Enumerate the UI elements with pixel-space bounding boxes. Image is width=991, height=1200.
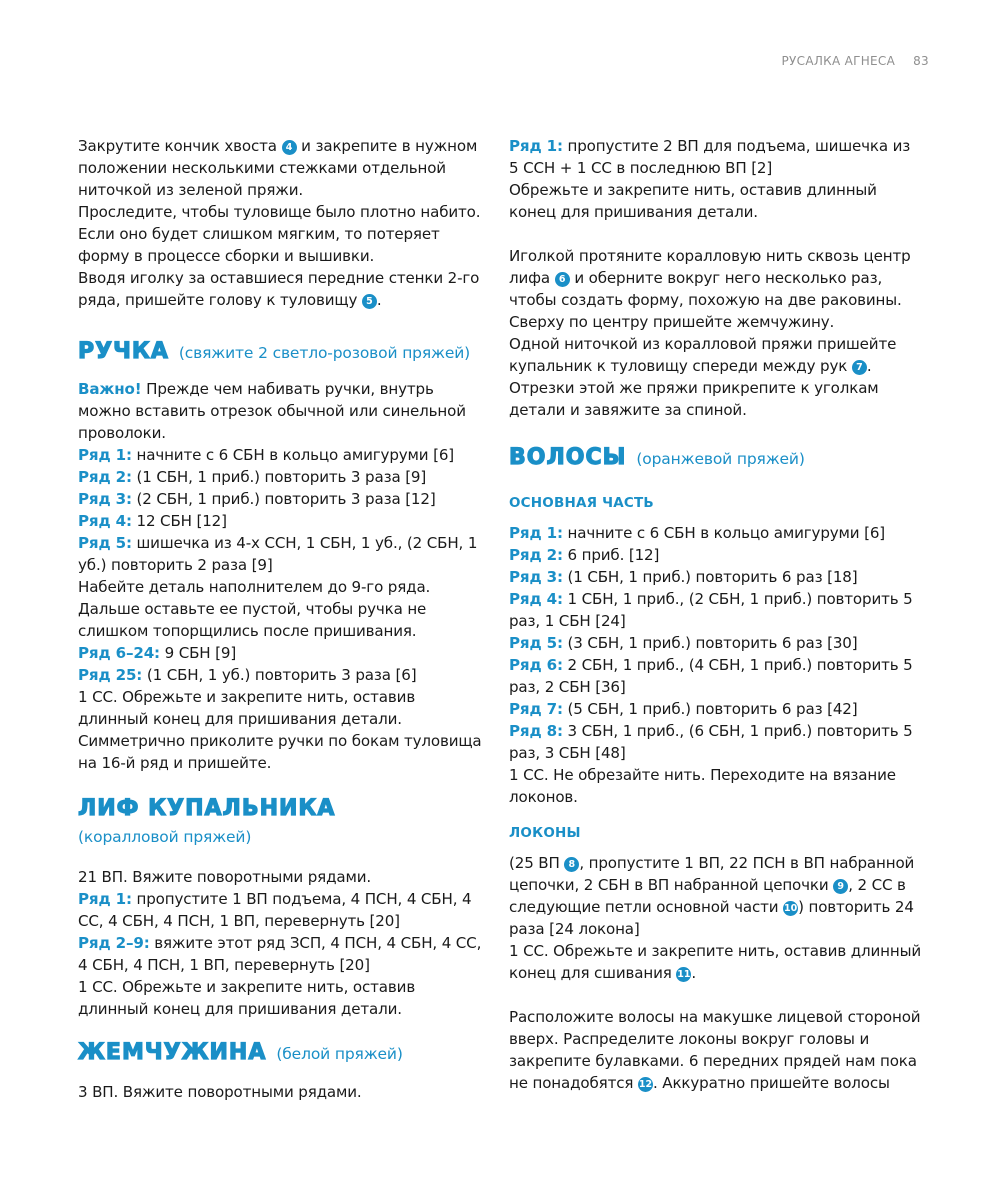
row-line: Ряд 25: (1 СБН, 1 уб.) повторить 3 раза [6]	[78, 666, 417, 684]
row-line: Ряд 6–24: 9 СБН [9]	[78, 644, 237, 662]
row-line: Ряд 2: 6 приб. [12]	[509, 546, 660, 564]
row-line: Ряд 8: 3 СБН, 1 приб., (6 СБН, 1 приб.) повторить 5 раз, 3 СБН [48]	[509, 722, 913, 762]
row-line: Ряд 2–9: вяжите этот ряд ЗСП, 4 ПСН, 4 СБН, 4 СС, 4 СБН, 4 ПСН, 1 ВП, перевернуть [20]	[78, 934, 482, 974]
paragraph: Сверху по центру пришейте жемчужину.	[509, 313, 835, 331]
paragraph: (25 ВП 8 , пропустите 1 ВП, 22 ПСН в ВП набранной цепочки, 2 СБН в ВП набранной цепочки 9 , 2 СС в следующие петли основной части 10) повторить 24 раза [24 локона]	[509, 854, 915, 938]
subheading-curls: ЛОКОНЫ	[509, 825, 581, 841]
row-line: Ряд 2: (1 СБН, 1 приб.) повторить 3 раза [9]	[78, 468, 427, 486]
left-column	[78, 135, 484, 1103]
step-5-icon: 5	[362, 294, 377, 309]
row-line: Ряд 5: шишечка из 4-х ССН, 1 СБН, 1 уб., (2 СБН, 1 уб.) повторить 2 раза [9]	[78, 534, 478, 574]
section-heading-handle: РУЧКА (свяжите 2 светло-розовой пряжей)	[78, 339, 471, 364]
page-number: 83	[913, 54, 929, 68]
step-10-icon: 10	[783, 903, 798, 914]
subheading-main-part: ОСНОВНАЯ ЧАСТЬ	[509, 495, 654, 511]
paragraph: 3 ВП. Вяжите поворотными рядами.	[78, 1083, 362, 1101]
step-12-icon: 12	[638, 1079, 653, 1090]
paragraph: Симметрично приколите ручки по бокам туловища на 16-й ряд и пришейте.	[78, 732, 482, 772]
row-line: Ряд 3: (1 СБН, 1 приб.) повторить 6 раз [18]	[509, 568, 858, 586]
row-line: Ряд 3: (2 СБН, 1 приб.) повторить 3 раза [12]	[78, 490, 436, 508]
row-line: Ряд 4: 1 СБН, 1 приб., (2 СБН, 1 приб.) повторить 5 раз, 1 СБН [24]	[509, 590, 913, 630]
book-title: РУСАЛКА АГНЕСА	[781, 54, 896, 68]
paragraph: Обрежьте и закрепите нить, оставив длинный конец для пришивания детали.	[509, 181, 877, 221]
paragraph: Вводя иголку за оставшиеся передние стенки 2-го ряда, пришейте голову к туловищу 5 .	[78, 269, 480, 309]
row-line: Ряд 1: пропустите 1 ВП подъема, 4 ПСН, 4 СБН, 4 СС, 4 СБН, 4 ПСН, 1 ВП, перевернуть [20]	[78, 890, 472, 930]
paragraph: 1 СС. Не обрезайте нить. Переходите на вязание локонов.	[509, 766, 896, 806]
paragraph: 1 СС. Обрежьте и закрепите нить, оставив длинный конец для пришивания детали.	[78, 688, 416, 728]
row-line: Ряд 1: пропустите 2 ВП для подъема, шишечка из 5 ССН + 1 СС в последнюю ВП [2]	[509, 137, 911, 177]
row-line: Ряд 1: начните с 6 СБН в кольцо амигуруми [6]	[78, 446, 455, 464]
paragraph: 1 СС. Обрежьте и закрепите нить, оставив длинный конец для сшивания 11.	[509, 942, 922, 982]
paragraph: Закрутите кончик хвоста 4 и закрепите в нужном положении несколькими стежками отдельной ниточкой из зеленой пряжи.	[78, 137, 478, 199]
step-6-icon: 6	[555, 272, 570, 287]
paragraph: Расположите волосы на макушке лицевой стороной вверх. Распределите локоны вокруг головы и закрепите булавками. 6 передних прядей нам пока не понадобятся 12. Аккуратно пришейте волосы	[509, 1008, 921, 1092]
paragraph: Одной ниточкой из коралловой пряжи пришейте купальник к туловищу спереди между рук 7 . Отрезки этой же пряжи прикрепите к уголкам детали и завяжите за спиной.	[509, 335, 897, 419]
paragraph: 21 ВП. Вяжите поворотными рядами.	[78, 868, 372, 886]
row-line: Ряд 5: (3 СБН, 1 приб.) повторить 6 раз [30]	[509, 634, 858, 652]
row-line: Ряд 4: 12 СБН [12]	[78, 512, 227, 530]
right-column	[509, 135, 924, 1094]
row-line: Ряд 6: 2 СБН, 1 приб., (4 СБН, 1 приб.) повторить 5 раз, 2 СБН [36]	[509, 656, 913, 696]
important-note: Важно! Прежде чем набивать ручки, внутрь можно вставить отрезок обычной или синельной проволоки.	[78, 380, 466, 442]
running-head	[782, 54, 930, 68]
step-7-icon: 7	[852, 360, 867, 375]
step-8-icon: 8	[564, 857, 579, 872]
section-heading-pearl: ЖЕМЧУЖИНА (белой пряжей)	[78, 1040, 403, 1065]
row-line: Ряд 7: (5 СБН, 1 приб.) повторить 6 раз [42]	[509, 700, 858, 718]
step-9-icon: 9	[833, 879, 848, 894]
step-11-icon: 11	[677, 969, 691, 980]
paragraph: Набейте деталь наполнителем до 9-го ряда. Дальше оставьте ее пустой, чтобы ручка не слишком топорщились после пришивания.	[78, 578, 431, 640]
paragraph: Проследите, чтобы туловище было плотно набито. Если оно будет слишком мягким, то потеряет форму в процессе сборки и вышивки.	[78, 203, 481, 265]
paragraph: 1 СС. Обрежьте и закрепите нить, оставив длинный конец для пришивания детали.	[78, 978, 416, 1018]
section-heading-hair: ВОЛОСЫ (оранжевой пряжей)	[509, 445, 805, 470]
section-heading-bodice: ЛИФ КУПАЛЬНИКА	[78, 796, 336, 821]
step-4-icon: 4	[282, 140, 297, 155]
row-line: Ряд 1: начните с 6 СБН в кольцо амигуруми [6]	[509, 524, 886, 542]
paragraph: Иголкой протяните коралловую нить сквозь центр лифа 6 и оберните вокруг него несколько раз, чтобы создать форму, похожую на две раковины.	[509, 247, 911, 309]
section-subtitle: (коралловой пряжей)	[78, 828, 252, 846]
